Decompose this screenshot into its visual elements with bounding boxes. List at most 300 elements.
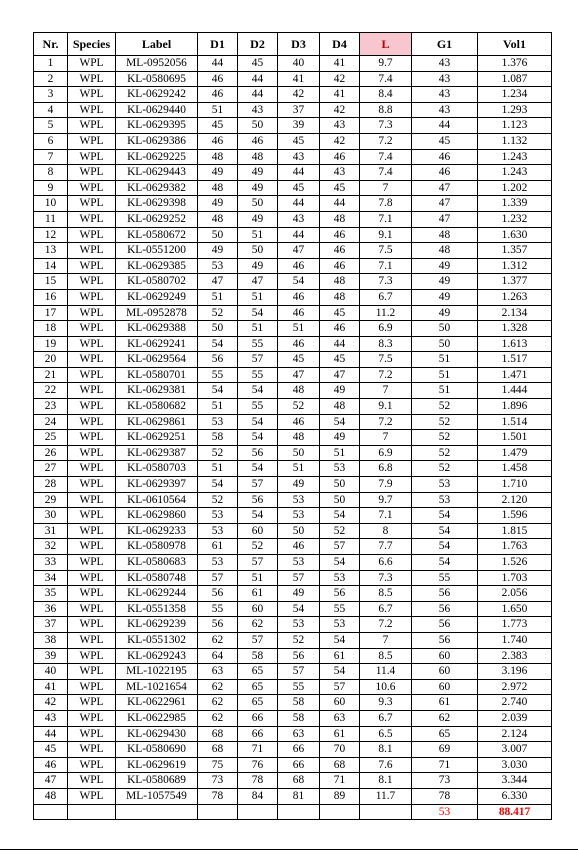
table-row — [34, 211, 552, 227]
cell-nr: 32 — [34, 539, 68, 555]
cell-species: WPL — [68, 508, 116, 524]
cell-d3: 54 — [278, 601, 320, 617]
cell-label: KL-0629382 — [116, 180, 198, 196]
cell-g1: 53 — [412, 477, 478, 493]
cell-nr: 17 — [34, 305, 68, 321]
cell-d2: 78 — [238, 773, 278, 789]
cell-label: KL-0629385 — [116, 258, 198, 274]
cell-d4: 52 — [320, 523, 360, 539]
cell-d2: 57 — [238, 632, 278, 648]
cell-d2: 45 — [238, 56, 278, 72]
table-row — [34, 570, 552, 586]
cell-species: WPL — [68, 664, 116, 680]
cell-label: KL-0580690 — [116, 742, 198, 758]
cell-d3: 68 — [278, 773, 320, 789]
cell-d4: 46 — [320, 243, 360, 259]
cell-species: WPL — [68, 601, 116, 617]
table-row — [34, 679, 552, 695]
cell-g1: 62 — [412, 710, 478, 726]
table-row — [34, 87, 552, 103]
cell-g1: 56 — [412, 601, 478, 617]
cell-d4: 46 — [320, 227, 360, 243]
cell-label: KL-0622961 — [116, 695, 198, 711]
cell-l: 6.7 — [360, 710, 412, 726]
table-row — [34, 539, 552, 555]
cell-species: WPL — [68, 492, 116, 508]
cell-vol1: 1.202 — [478, 180, 552, 196]
cell-d3: 49 — [278, 477, 320, 493]
totals-row — [34, 804, 552, 820]
cell-nr: 33 — [34, 555, 68, 571]
cell-d2: 84 — [238, 788, 278, 804]
cell-nr: 47 — [34, 773, 68, 789]
cell-nr: 41 — [34, 679, 68, 695]
table-row — [34, 695, 552, 711]
cell-d3: 43 — [278, 211, 320, 227]
table-body — [34, 56, 552, 805]
cell-g1: 56 — [412, 632, 478, 648]
cell-d4: 54 — [320, 664, 360, 680]
cell-d1: 44 — [198, 56, 238, 72]
cell-d3: 37 — [278, 102, 320, 118]
cell-d1: 78 — [198, 788, 238, 804]
cell-d1: 53 — [198, 523, 238, 539]
totals-empty-cell — [198, 804, 238, 820]
cell-species: WPL — [68, 788, 116, 804]
cell-d3: 58 — [278, 710, 320, 726]
cell-d2: 54 — [238, 508, 278, 524]
cell-g1: 60 — [412, 648, 478, 664]
header-g1: G1 — [412, 33, 478, 56]
cell-label: KL-0629564 — [116, 352, 198, 368]
cell-d4: 47 — [320, 367, 360, 383]
table-row — [34, 289, 552, 305]
cell-d3: 81 — [278, 788, 320, 804]
cell-g1: 44 — [412, 118, 478, 134]
cell-vol1: 1.377 — [478, 274, 552, 290]
cell-g1: 54 — [412, 508, 478, 524]
cell-d1: 48 — [198, 149, 238, 165]
cell-d1: 55 — [198, 367, 238, 383]
cell-nr: 5 — [34, 118, 68, 134]
cell-vol1: 1.815 — [478, 523, 552, 539]
cell-nr: 36 — [34, 601, 68, 617]
cell-d4: 53 — [320, 570, 360, 586]
table-row — [34, 461, 552, 477]
cell-l: 7.7 — [360, 539, 412, 555]
total-vol1: 88.417 — [478, 804, 552, 820]
cell-l: 7.9 — [360, 477, 412, 493]
cell-d2: 44 — [238, 87, 278, 103]
cell-species: WPL — [68, 773, 116, 789]
cell-d4: 56 — [320, 586, 360, 602]
cell-d3: 42 — [278, 87, 320, 103]
table-row — [34, 274, 552, 290]
cell-d2: 61 — [238, 586, 278, 602]
cell-l: 7.2 — [360, 617, 412, 633]
cell-d2: 50 — [238, 196, 278, 212]
cell-d4: 42 — [320, 133, 360, 149]
cell-l: 11.4 — [360, 664, 412, 680]
table-row — [34, 523, 552, 539]
header-d1: D1 — [198, 33, 238, 56]
cell-nr: 40 — [34, 664, 68, 680]
cell-label: KL-0629395 — [116, 118, 198, 134]
cell-g1: 49 — [412, 305, 478, 321]
cell-d3: 47 — [278, 367, 320, 383]
cell-l: 7.2 — [360, 133, 412, 149]
cell-d3: 57 — [278, 570, 320, 586]
cell-species: WPL — [68, 227, 116, 243]
cell-d3: 51 — [278, 321, 320, 337]
cell-vol1: 1.132 — [478, 133, 552, 149]
cell-d4: 48 — [320, 289, 360, 305]
cell-g1: 43 — [412, 56, 478, 72]
cell-label: KL-0580703 — [116, 461, 198, 477]
cell-g1: 43 — [412, 71, 478, 87]
table-row — [34, 383, 552, 399]
cell-g1: 47 — [412, 180, 478, 196]
cell-d4: 48 — [320, 211, 360, 227]
cell-label: ML-1022195 — [116, 664, 198, 680]
cell-d4: 57 — [320, 679, 360, 695]
cell-d2: 43 — [238, 102, 278, 118]
cell-g1: 60 — [412, 664, 478, 680]
table-row — [34, 352, 552, 368]
cell-d1: 62 — [198, 710, 238, 726]
cell-d2: 65 — [238, 679, 278, 695]
cell-vol1: 3.344 — [478, 773, 552, 789]
cell-species: WPL — [68, 56, 116, 72]
cell-vol1: 1.740 — [478, 632, 552, 648]
cell-label: KL-0580695 — [116, 71, 198, 87]
cell-d1: 50 — [198, 227, 238, 243]
cell-d2: 49 — [238, 211, 278, 227]
cell-nr: 3 — [34, 87, 68, 103]
cell-species: WPL — [68, 430, 116, 446]
cell-d4: 41 — [320, 56, 360, 72]
cell-vol1: 1.471 — [478, 367, 552, 383]
cell-d1: 68 — [198, 742, 238, 758]
cell-d2: 76 — [238, 757, 278, 773]
cell-nr: 1 — [34, 56, 68, 72]
cell-d1: 64 — [198, 648, 238, 664]
cell-d3: 48 — [278, 383, 320, 399]
cell-d4: 89 — [320, 788, 360, 804]
cell-d4: 54 — [320, 508, 360, 524]
cell-d3: 48 — [278, 430, 320, 446]
cell-l: 7.3 — [360, 118, 412, 134]
cell-d1: 52 — [198, 445, 238, 461]
cell-d4: 45 — [320, 352, 360, 368]
cell-vol1: 1.613 — [478, 336, 552, 352]
cell-g1: 56 — [412, 586, 478, 602]
cell-label: KL-0580683 — [116, 555, 198, 571]
cell-d2: 57 — [238, 352, 278, 368]
cell-d3: 45 — [278, 133, 320, 149]
cell-g1: 61 — [412, 695, 478, 711]
cell-d4: 49 — [320, 430, 360, 446]
cell-d3: 46 — [278, 258, 320, 274]
cell-vol1: 1.232 — [478, 211, 552, 227]
cell-l: 7.8 — [360, 196, 412, 212]
table-row — [34, 102, 552, 118]
cell-label: KL-0629619 — [116, 757, 198, 773]
cell-d4: 46 — [320, 258, 360, 274]
cell-d2: 48 — [238, 149, 278, 165]
cell-d4: 57 — [320, 539, 360, 555]
cell-d4: 63 — [320, 710, 360, 726]
cell-nr: 34 — [34, 570, 68, 586]
cell-d1: 45 — [198, 118, 238, 134]
cell-species: WPL — [68, 274, 116, 290]
cell-d2: 57 — [238, 555, 278, 571]
cell-d2: 66 — [238, 726, 278, 742]
cell-g1: 56 — [412, 617, 478, 633]
cell-label: KL-0629244 — [116, 586, 198, 602]
table-row — [34, 196, 552, 212]
cell-d2: 58 — [238, 648, 278, 664]
cell-label: KL-0580701 — [116, 367, 198, 383]
totals-empty-cell — [116, 804, 198, 820]
cell-d2: 57 — [238, 477, 278, 493]
cell-d1: 53 — [198, 258, 238, 274]
cell-label: KL-0629381 — [116, 383, 198, 399]
table-row — [34, 305, 552, 321]
cell-d3: 53 — [278, 508, 320, 524]
cell-vol1: 2.383 — [478, 648, 552, 664]
cell-d1: 62 — [198, 679, 238, 695]
cell-l: 8.4 — [360, 87, 412, 103]
cell-g1: 50 — [412, 336, 478, 352]
cell-vol1: 2.124 — [478, 726, 552, 742]
cell-nr: 35 — [34, 586, 68, 602]
cell-d1: 49 — [198, 243, 238, 259]
cell-vol1: 1.234 — [478, 87, 552, 103]
cell-species: WPL — [68, 632, 116, 648]
cell-g1: 54 — [412, 523, 478, 539]
cell-d1: 75 — [198, 757, 238, 773]
cell-d1: 46 — [198, 71, 238, 87]
cell-d1: 52 — [198, 305, 238, 321]
cell-l: 7.2 — [360, 414, 412, 430]
cell-d2: 56 — [238, 445, 278, 461]
cell-d4: 41 — [320, 87, 360, 103]
cell-species: WPL — [68, 539, 116, 555]
table-row — [34, 617, 552, 633]
cell-label: KL-0629387 — [116, 445, 198, 461]
cell-vol1: 1.312 — [478, 258, 552, 274]
header-row — [34, 33, 552, 56]
cell-d2: 51 — [238, 570, 278, 586]
cell-d2: 60 — [238, 601, 278, 617]
cell-d2: 52 — [238, 539, 278, 555]
cell-d4: 49 — [320, 383, 360, 399]
table-row — [34, 165, 552, 181]
cell-d3: 63 — [278, 726, 320, 742]
cell-species: WPL — [68, 367, 116, 383]
cell-l: 6.6 — [360, 555, 412, 571]
cell-nr: 38 — [34, 632, 68, 648]
cell-vol1: 1.243 — [478, 165, 552, 181]
cell-l: 7.3 — [360, 570, 412, 586]
cell-d2: 54 — [238, 461, 278, 477]
table-row — [34, 477, 552, 493]
cell-d4: 53 — [320, 461, 360, 477]
cell-l: 7.4 — [360, 71, 412, 87]
cell-nr: 8 — [34, 165, 68, 181]
cell-g1: 69 — [412, 742, 478, 758]
table-row — [34, 445, 552, 461]
cell-species: WPL — [68, 679, 116, 695]
cell-nr: 25 — [34, 430, 68, 446]
cell-g1: 52 — [412, 430, 478, 446]
cell-species: WPL — [68, 742, 116, 758]
cell-species: WPL — [68, 133, 116, 149]
cell-d3: 53 — [278, 492, 320, 508]
cell-d1: 51 — [198, 289, 238, 305]
cell-d4: 54 — [320, 555, 360, 571]
cell-vol1: 1.630 — [478, 227, 552, 243]
cell-d2: 51 — [238, 289, 278, 305]
cell-label: KL-0629398 — [116, 196, 198, 212]
cell-label: KL-0580978 — [116, 539, 198, 555]
cell-nr: 29 — [34, 492, 68, 508]
cell-l: 9.1 — [360, 227, 412, 243]
cell-label: KL-0629397 — [116, 477, 198, 493]
cell-species: WPL — [68, 71, 116, 87]
table-row — [34, 586, 552, 602]
totals-empty-cell — [34, 804, 68, 820]
cell-species: WPL — [68, 118, 116, 134]
cell-l: 9.3 — [360, 695, 412, 711]
cell-d3: 45 — [278, 352, 320, 368]
cell-species: WPL — [68, 710, 116, 726]
cell-g1: 43 — [412, 87, 478, 103]
table-row — [34, 227, 552, 243]
cell-d4: 61 — [320, 648, 360, 664]
cell-nr: 4 — [34, 102, 68, 118]
cell-d3: 46 — [278, 289, 320, 305]
cell-nr: 21 — [34, 367, 68, 383]
cell-label: KL-0629243 — [116, 648, 198, 664]
cell-vol1: 2.120 — [478, 492, 552, 508]
cell-label: KL-0580672 — [116, 227, 198, 243]
cell-species: WPL — [68, 586, 116, 602]
table-row — [34, 180, 552, 196]
cell-nr: 20 — [34, 352, 68, 368]
cell-l: 6.5 — [360, 726, 412, 742]
cell-g1: 51 — [412, 367, 478, 383]
cell-d3: 43 — [278, 149, 320, 165]
cell-d4: 51 — [320, 445, 360, 461]
cell-label: KL-0580689 — [116, 773, 198, 789]
cell-d2: 55 — [238, 367, 278, 383]
cell-species: WPL — [68, 305, 116, 321]
table-row — [34, 555, 552, 571]
cell-g1: 47 — [412, 211, 478, 227]
cell-d1: 63 — [198, 664, 238, 680]
table-row — [34, 508, 552, 524]
totals-empty-cell — [238, 804, 278, 820]
cell-d1: 56 — [198, 586, 238, 602]
cell-species: WPL — [68, 243, 116, 259]
cell-d2: 50 — [238, 243, 278, 259]
header-vol1: Vol1 — [478, 33, 552, 56]
cell-d1: 46 — [198, 133, 238, 149]
cell-vol1: 1.458 — [478, 461, 552, 477]
cell-species: WPL — [68, 102, 116, 118]
cell-nr: 26 — [34, 445, 68, 461]
cell-d1: 62 — [198, 632, 238, 648]
cell-d2: 49 — [238, 165, 278, 181]
cell-label: ML-0952056 — [116, 56, 198, 72]
timber-volume-sheet — [33, 32, 551, 820]
cell-label: KL-0629241 — [116, 336, 198, 352]
cell-l: 7.2 — [360, 367, 412, 383]
table-row — [34, 601, 552, 617]
cell-nr: 9 — [34, 180, 68, 196]
cell-vol1: 1.123 — [478, 118, 552, 134]
cell-species: WPL — [68, 196, 116, 212]
cell-d4: 45 — [320, 180, 360, 196]
cell-nr: 7 — [34, 149, 68, 165]
cell-vol1: 1.444 — [478, 383, 552, 399]
cell-label: KL-0580748 — [116, 570, 198, 586]
cell-d1: 61 — [198, 539, 238, 555]
table-row — [34, 149, 552, 165]
cell-vol1: 3.030 — [478, 757, 552, 773]
header-d4: D4 — [320, 33, 360, 56]
cell-vol1: 3.007 — [478, 742, 552, 758]
cell-d2: 54 — [238, 414, 278, 430]
cell-d1: 53 — [198, 508, 238, 524]
cell-d1: 57 — [198, 570, 238, 586]
cell-d1: 73 — [198, 773, 238, 789]
table-row — [34, 56, 552, 72]
cell-l: 7 — [360, 632, 412, 648]
cell-l: 9.1 — [360, 399, 412, 415]
page-bottom-rule — [0, 849, 578, 850]
cell-d2: 65 — [238, 695, 278, 711]
cell-vol1: 1.650 — [478, 601, 552, 617]
table-row — [34, 742, 552, 758]
cell-label: KL-0629233 — [116, 523, 198, 539]
cell-vol1: 1.526 — [478, 555, 552, 571]
cell-d1: 51 — [198, 399, 238, 415]
cell-g1: 65 — [412, 726, 478, 742]
cell-label: KL-0622985 — [116, 710, 198, 726]
cell-nr: 37 — [34, 617, 68, 633]
cell-d1: 50 — [198, 321, 238, 337]
cell-nr: 13 — [34, 243, 68, 259]
cell-g1: 55 — [412, 570, 478, 586]
cell-d4: 48 — [320, 399, 360, 415]
table-row — [34, 71, 552, 87]
cell-l: 10.6 — [360, 679, 412, 695]
cell-l: 6.8 — [360, 461, 412, 477]
cell-d3: 50 — [278, 445, 320, 461]
cell-nr: 27 — [34, 461, 68, 477]
cell-nr: 31 — [34, 523, 68, 539]
cell-d4: 45 — [320, 305, 360, 321]
cell-g1: 46 — [412, 149, 478, 165]
cell-vol1: 3.196 — [478, 664, 552, 680]
cell-species: WPL — [68, 180, 116, 196]
cell-l: 8.5 — [360, 586, 412, 602]
cell-d2: 51 — [238, 321, 278, 337]
cell-l: 8.1 — [360, 773, 412, 789]
